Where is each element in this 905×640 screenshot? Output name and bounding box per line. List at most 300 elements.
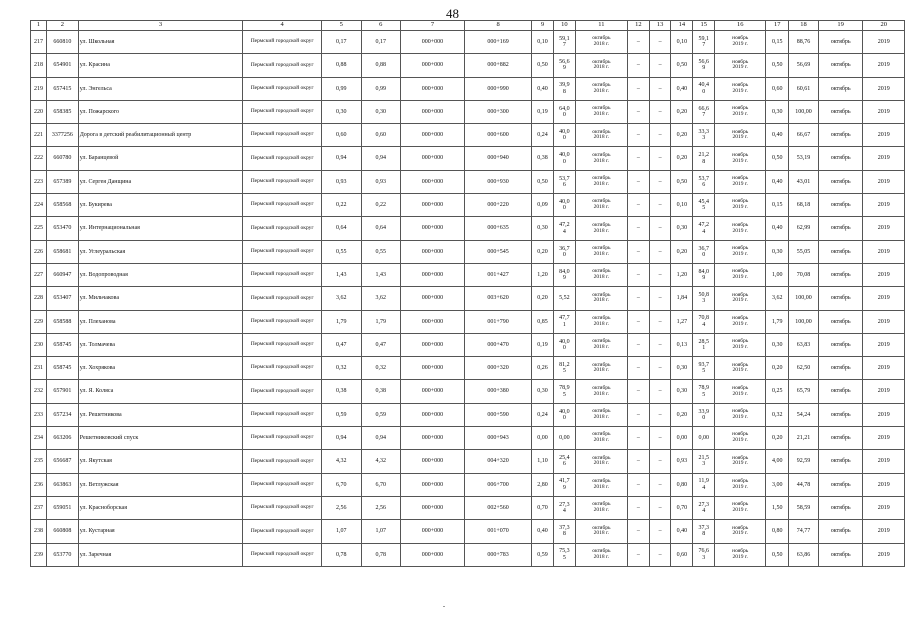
percent-2019-cell	[693, 333, 715, 356]
date-2019-cell	[715, 100, 766, 123]
col-13-cell: –	[649, 403, 671, 426]
date-2019-cell	[715, 403, 766, 426]
road-code-cell: 660810	[46, 31, 78, 54]
col-13-cell: –	[649, 427, 671, 450]
row-number-cell: 236	[31, 473, 47, 496]
normative-length-cell: 0,20	[532, 287, 554, 310]
percent-2019-c15a: 33,3	[698, 129, 709, 136]
target-percent-cell: 70,08	[789, 263, 819, 286]
normative-percent-c10b: 9	[562, 484, 566, 491]
column-number-3: 3	[78, 21, 243, 31]
date-2019-c16b: 2019 г.	[732, 134, 748, 141]
start-km-cell: 000+000	[400, 333, 464, 356]
baseline-date-cell	[575, 333, 627, 356]
length-regional-cell: 1,43	[361, 263, 400, 286]
row-number-cell: 219	[31, 77, 47, 100]
column-number-18: 18	[789, 21, 819, 31]
date-2019-cell	[715, 473, 766, 496]
percent-2019-c15b: 5	[702, 205, 706, 212]
date-2019-cell	[715, 380, 766, 403]
percent-2019-c15b: 4	[702, 228, 706, 235]
col-12-cell: –	[628, 427, 650, 450]
target-year-cell: 2019	[863, 263, 905, 286]
date-2019-cell	[715, 217, 766, 240]
normative-percent-c10b: 0	[562, 414, 566, 421]
percent-2019-c15a: 11,9	[698, 478, 709, 485]
end-km-cell: 006+700	[465, 473, 532, 496]
baseline-date-c11b: 2018 г.	[593, 483, 610, 490]
start-km-cell: 000+000	[400, 124, 464, 147]
target-year-cell: 2019	[863, 77, 905, 100]
length-total-cell: 4,32	[322, 450, 361, 473]
date-2019-cell	[715, 427, 766, 450]
baseline-date-cell	[575, 496, 627, 519]
length-total-cell: 0,22	[322, 194, 361, 217]
date-2019-c16a: ноябрь	[732, 81, 749, 88]
date-2019-c16b: 2019 г.	[732, 227, 748, 234]
baseline-date-c11a: октябрь	[592, 35, 611, 42]
date-2019-c16a: ноябрь	[732, 35, 749, 42]
length-total-cell: 0,60	[322, 124, 361, 147]
length-total-cell: 0,38	[322, 380, 361, 403]
date-2019-c16b: 2019 г.	[732, 483, 748, 490]
baseline-date-cell	[575, 263, 627, 286]
col-12-cell: –	[628, 310, 650, 333]
page-number: 48	[446, 6, 459, 21]
target-length-cell: 0,50	[766, 543, 789, 566]
normative-percent-c10b: 9	[562, 65, 566, 72]
length-total-cell: 0,93	[322, 170, 361, 193]
road-name-cell: Дорога в детский реабилитационный центр	[78, 124, 243, 147]
district-cell: Пермский городской округ	[243, 380, 322, 403]
target-percent-cell: 44,78	[789, 473, 819, 496]
start-km-cell: 000+000	[400, 543, 464, 566]
date-2019-c16a: ноябрь	[732, 291, 749, 298]
percent-2019-cell	[693, 124, 715, 147]
date-2019-cell	[715, 31, 766, 54]
length-regional-cell: 0,22	[361, 194, 400, 217]
target-percent-cell: 66,67	[789, 124, 819, 147]
district-cell: Пермский городской округ	[243, 473, 322, 496]
baseline-date-c11b: 2018 г.	[593, 530, 610, 537]
percent-2019-c15a: 21,5	[698, 455, 709, 462]
table-row	[31, 124, 905, 147]
percent-2019-c15b: 3	[702, 554, 706, 561]
end-km-cell: 000+590	[465, 403, 532, 426]
road-name-cell: Решетниковский спуск	[78, 427, 243, 450]
start-km-cell: 000+000	[400, 520, 464, 543]
baseline-date-c11b: 2018 г.	[593, 344, 610, 350]
normative-percent-cell	[553, 31, 575, 54]
column-number-11: 11	[575, 21, 627, 31]
district-cell: Пермский городской округ	[243, 403, 322, 426]
baseline-date-cell	[575, 77, 627, 100]
road-name-cell: ул. Красноборская	[78, 496, 243, 519]
length-regional-cell: 0,59	[361, 403, 400, 426]
normative-percent-c10a: 47,7	[559, 315, 570, 322]
target-month-cell: октябрь	[818, 333, 863, 356]
normative-length-cell: 0,24	[532, 124, 554, 147]
end-km-cell: 001+070	[465, 520, 532, 543]
target-year-cell: 2019	[863, 100, 905, 123]
row-number-cell: 227	[31, 263, 47, 286]
col-12-cell: –	[628, 100, 650, 123]
target-month-cell: октябрь	[818, 427, 863, 450]
date-2019-c16a: ноябрь	[732, 478, 749, 485]
percent-2019-c15a: 45,4	[698, 198, 709, 205]
percent-2019-c15b: 8	[702, 158, 706, 165]
normative-percent-c10b: 0	[562, 112, 566, 119]
percent-2019-c15a: 0,00	[698, 435, 709, 442]
length-2019-cell: 0,30	[671, 217, 693, 240]
baseline-date-c11b: 2018 г.	[593, 227, 610, 234]
baseline-date-cell	[575, 450, 627, 473]
baseline-date-cell	[575, 543, 627, 566]
date-2019-c16a: ноябрь	[732, 268, 749, 275]
table-row	[31, 54, 905, 77]
road-name-cell: ул. Кустарная	[78, 520, 243, 543]
normative-percent-c10b: 9	[562, 275, 566, 282]
length-2019-cell: 0,20	[671, 100, 693, 123]
date-2019-c16a: ноябрь	[732, 128, 749, 135]
length-regional-cell: 4,32	[361, 450, 400, 473]
length-2019-cell: 0,20	[671, 403, 693, 426]
percent-2019-c15b: 9	[702, 65, 706, 72]
normative-percent-cell	[553, 520, 575, 543]
percent-2019-c15b: 0	[702, 88, 706, 95]
col-13-cell: –	[649, 263, 671, 286]
column-number-7: 7	[400, 21, 464, 31]
start-km-cell: 000+000	[400, 380, 464, 403]
district-cell: Пермский городской округ	[243, 240, 322, 263]
row-number-cell: 221	[31, 124, 47, 147]
start-km-cell: 000+000	[400, 100, 464, 123]
col-12-cell: –	[628, 31, 650, 54]
district-cell: Пермский городской округ	[243, 263, 322, 286]
normative-percent-c10b: 0	[562, 205, 566, 212]
length-regional-cell: 0,38	[361, 380, 400, 403]
col-12-cell: –	[628, 450, 650, 473]
normative-percent-c10a: 41,7	[559, 478, 570, 485]
date-2019-c16b: 2019 г.	[732, 64, 748, 71]
percent-2019-cell	[693, 496, 715, 519]
end-km-cell: 000+930	[465, 170, 532, 193]
col-12-cell: –	[628, 194, 650, 217]
normative-percent-c10a: 40,0	[559, 129, 570, 136]
col-12-cell: –	[628, 520, 650, 543]
target-length-cell: 0,25	[766, 380, 789, 403]
district-cell: Пермский городской округ	[243, 450, 322, 473]
date-2019-cell	[715, 520, 766, 543]
length-total-cell: 3,62	[322, 287, 361, 310]
length-2019-cell: 0,30	[671, 380, 693, 403]
district-cell: Пермский городской округ	[243, 520, 322, 543]
col-13-cell: –	[649, 194, 671, 217]
col-13-cell: –	[649, 543, 671, 566]
baseline-date-c11a: октябрь	[592, 198, 611, 205]
length-2019-cell: 0,70	[671, 496, 693, 519]
target-month-cell: октябрь	[818, 520, 863, 543]
baseline-date-cell	[575, 170, 627, 193]
baseline-date-c11a: октябрь	[592, 245, 611, 252]
normative-length-cell: 0,59	[532, 543, 554, 566]
target-month-cell: октябрь	[818, 240, 863, 263]
percent-2019-c15a: 53,7	[698, 175, 709, 182]
percent-2019-c15a: 28,5	[698, 338, 709, 345]
baseline-date-c11a: октябрь	[592, 291, 611, 298]
baseline-date-c11a: октябрь	[592, 524, 611, 531]
table-row	[31, 77, 905, 100]
date-2019-c16b: 2019 г.	[732, 320, 748, 327]
target-month-cell: октябрь	[818, 357, 863, 380]
road-code-cell: 654901	[46, 54, 78, 77]
length-regional-cell: 0,30	[361, 100, 400, 123]
normative-percent-c10a: 0,00	[559, 435, 570, 442]
percent-2019-c15a: 70,8	[698, 315, 709, 322]
target-year-cell: 2019	[863, 357, 905, 380]
target-year-cell: 2019	[863, 124, 905, 147]
target-percent-cell: 21,21	[789, 427, 819, 450]
baseline-date-cell	[575, 403, 627, 426]
target-year-cell: 2019	[863, 427, 905, 450]
row-number-cell: 225	[31, 217, 47, 240]
percent-2019-c15a: 36,7	[698, 245, 709, 252]
road-code-cell: 657901	[46, 380, 78, 403]
district-cell: Пермский городской округ	[243, 77, 322, 100]
percent-2019-c15b: 6	[702, 181, 706, 188]
date-2019-c16b: 2019 г.	[732, 274, 748, 281]
percent-2019-c15a: 40,4	[698, 82, 709, 89]
normative-length-cell: 0,09	[532, 194, 554, 217]
district-cell: Пермский городской округ	[243, 170, 322, 193]
table-row	[31, 403, 905, 426]
percent-2019-cell	[693, 357, 715, 380]
normative-length-cell: 0,70	[532, 496, 554, 519]
date-2019-cell	[715, 310, 766, 333]
target-length-cell: 3,00	[766, 473, 789, 496]
table-row	[31, 147, 905, 170]
col-13-cell: –	[649, 77, 671, 100]
target-month-cell: октябрь	[818, 496, 863, 519]
date-2019-c16b: 2019 г.	[732, 390, 748, 397]
end-km-cell: 001+790	[465, 310, 532, 333]
length-total-cell: 1,79	[322, 310, 361, 333]
length-2019-cell: 0,30	[671, 357, 693, 380]
row-number-cell: 220	[31, 100, 47, 123]
length-total-cell: 0,99	[322, 77, 361, 100]
end-km-cell: 000+470	[465, 333, 532, 356]
length-regional-cell: 2,56	[361, 496, 400, 519]
target-month-cell: октябрь	[818, 217, 863, 240]
target-year-cell: 2019	[863, 473, 905, 496]
row-number-cell: 234	[31, 427, 47, 450]
normative-percent-c10a: 40,0	[559, 338, 570, 345]
normative-percent-c10a: 5,52	[559, 295, 570, 302]
col-12-cell: –	[628, 54, 650, 77]
length-2019-cell: 0,10	[671, 31, 693, 54]
target-length-cell: 0,40	[766, 170, 789, 193]
column-number-19: 19	[818, 21, 863, 31]
col-13-cell: –	[649, 496, 671, 519]
row-number-cell: 238	[31, 520, 47, 543]
baseline-date-c11a: октябрь	[592, 454, 611, 461]
percent-2019-cell	[693, 520, 715, 543]
target-month-cell: октябрь	[818, 31, 863, 54]
col-12-cell: –	[628, 333, 650, 356]
date-2019-c16a: ноябрь	[732, 105, 749, 112]
target-length-cell: 0,40	[766, 217, 789, 240]
col-12-cell: –	[628, 403, 650, 426]
length-regional-cell: 1,79	[361, 310, 400, 333]
col-13-cell: –	[649, 170, 671, 193]
baseline-date-cell	[575, 124, 627, 147]
target-percent-cell: 63,86	[789, 543, 819, 566]
end-km-cell: 000+783	[465, 543, 532, 566]
baseline-date-c11a: октябрь	[592, 408, 611, 415]
normative-percent-c10b: 1	[562, 321, 566, 328]
table-row	[31, 31, 905, 54]
normative-percent-c10b: 5	[562, 554, 566, 561]
road-code-cell: 657234	[46, 403, 78, 426]
col-13-cell: –	[649, 147, 671, 170]
length-total-cell: 1,43	[322, 263, 361, 286]
target-month-cell: октябрь	[818, 170, 863, 193]
date-2019-c16b: 2019 г.	[732, 157, 748, 164]
road-name-cell: ул. Углеуральская	[78, 240, 243, 263]
target-length-cell: 0,40	[766, 124, 789, 147]
target-percent-cell: 58,59	[789, 496, 819, 519]
target-year-cell: 2019	[863, 240, 905, 263]
baseline-date-cell	[575, 473, 627, 496]
row-number-cell: 232	[31, 380, 47, 403]
percent-2019-c15a: 66,6	[698, 105, 709, 112]
normative-percent-cell	[553, 450, 575, 473]
baseline-date-cell	[575, 520, 627, 543]
end-km-cell: 000+882	[465, 54, 532, 77]
normative-percent-cell	[553, 240, 575, 263]
percent-2019-c15b: 5	[702, 391, 706, 398]
normative-percent-cell	[553, 427, 575, 450]
normative-length-cell: 0,00	[532, 427, 554, 450]
normative-length-cell: 0,10	[532, 31, 554, 54]
baseline-date-c11a: октябрь	[592, 501, 611, 508]
district-cell: Пермский городской округ	[243, 357, 322, 380]
length-regional-cell: 3,62	[361, 287, 400, 310]
length-total-cell: 2,56	[322, 496, 361, 519]
date-2019-c16a: ноябрь	[732, 454, 749, 461]
row-number-cell: 228	[31, 287, 47, 310]
date-2019-c16b: 2019 г.	[732, 460, 748, 467]
col-12-cell: –	[628, 357, 650, 380]
length-2019-cell: 0,40	[671, 520, 693, 543]
percent-2019-cell	[693, 240, 715, 263]
scan-mark	[443, 606, 445, 607]
normative-length-cell: 0,40	[532, 77, 554, 100]
normative-percent-cell	[553, 100, 575, 123]
road-name-cell: ул. Толмачева	[78, 333, 243, 356]
district-cell: Пермский городской округ	[243, 217, 322, 240]
district-cell: Пермский городской округ	[243, 31, 322, 54]
percent-2019-c15a: 59,1	[698, 35, 709, 42]
normative-percent-c10b: 4	[562, 508, 566, 515]
road-name-cell: ул. Решетникова	[78, 403, 243, 426]
percent-2019-c15b: 7	[702, 112, 706, 119]
table-row	[31, 333, 905, 356]
target-month-cell: октябрь	[818, 263, 863, 286]
baseline-date-c11b: 2018 г.	[593, 180, 610, 187]
col-13-cell: –	[649, 217, 671, 240]
baseline-date-c11a: октябрь	[592, 478, 611, 485]
percent-2019-c15a: 76,6	[698, 548, 709, 555]
baseline-date-c11b: 2018 г.	[593, 553, 610, 560]
percent-2019-cell	[693, 263, 715, 286]
col-12-cell: –	[628, 170, 650, 193]
length-total-cell: 6,70	[322, 473, 361, 496]
percent-2019-c15b: 0	[702, 414, 706, 421]
district-cell: Пермский городской округ	[243, 543, 322, 566]
date-2019-c16b: 2019 г.	[732, 87, 748, 94]
target-percent-cell: 88,76	[789, 31, 819, 54]
target-length-cell: 0,50	[766, 54, 789, 77]
percent-2019-c15a: 93,7	[698, 362, 709, 368]
col-13-cell: –	[649, 287, 671, 310]
target-length-cell: 0,30	[766, 240, 789, 263]
col-12-cell: –	[628, 473, 650, 496]
col-13-cell: –	[649, 310, 671, 333]
length-regional-cell: 0,32	[361, 357, 400, 380]
table-row	[31, 357, 905, 380]
date-2019-c16b: 2019 г.	[732, 507, 748, 514]
percent-2019-c15b: 3	[702, 298, 706, 305]
row-number-cell: 226	[31, 240, 47, 263]
column-number-10: 10	[553, 21, 575, 31]
percent-2019-cell	[693, 543, 715, 566]
row-number-cell: 223	[31, 170, 47, 193]
col-13-cell: –	[649, 380, 671, 403]
percent-2019-c15a: 78,9	[698, 385, 709, 392]
table-row	[31, 287, 905, 310]
normative-percent-c10a: 40,0	[559, 152, 570, 159]
row-number-cell: 231	[31, 357, 47, 380]
end-km-cell: 000+169	[465, 31, 532, 54]
normative-percent-cell	[553, 287, 575, 310]
row-number-cell: 230	[31, 333, 47, 356]
percent-2019-cell	[693, 31, 715, 54]
table-row	[31, 427, 905, 450]
baseline-date-c11b: 2018 г.	[593, 134, 610, 141]
normative-length-cell: 0,20	[532, 240, 554, 263]
target-percent-cell: 56,69	[789, 54, 819, 77]
percent-2019-c15b: 3	[702, 135, 706, 142]
end-km-cell: 000+943	[465, 427, 532, 450]
normative-percent-c10a: 47,2	[559, 222, 570, 229]
normative-percent-c10a: 27,3	[559, 501, 570, 508]
percent-2019-c15b: 0	[702, 251, 706, 258]
percent-2019-c15b: 9	[702, 275, 706, 282]
target-percent-cell: 65,79	[789, 380, 819, 403]
end-km-cell: 000+545	[465, 240, 532, 263]
col-13-cell: –	[649, 124, 671, 147]
column-number-2: 2	[46, 21, 78, 31]
table-row	[31, 194, 905, 217]
target-year-cell: 2019	[863, 147, 905, 170]
length-2019-cell: 0,80	[671, 473, 693, 496]
length-2019-cell: 1,84	[671, 287, 693, 310]
normative-percent-cell	[553, 147, 575, 170]
end-km-cell: 000+380	[465, 380, 532, 403]
baseline-date-c11b: 2018 г.	[593, 64, 610, 71]
normative-length-cell: 1,10	[532, 450, 554, 473]
